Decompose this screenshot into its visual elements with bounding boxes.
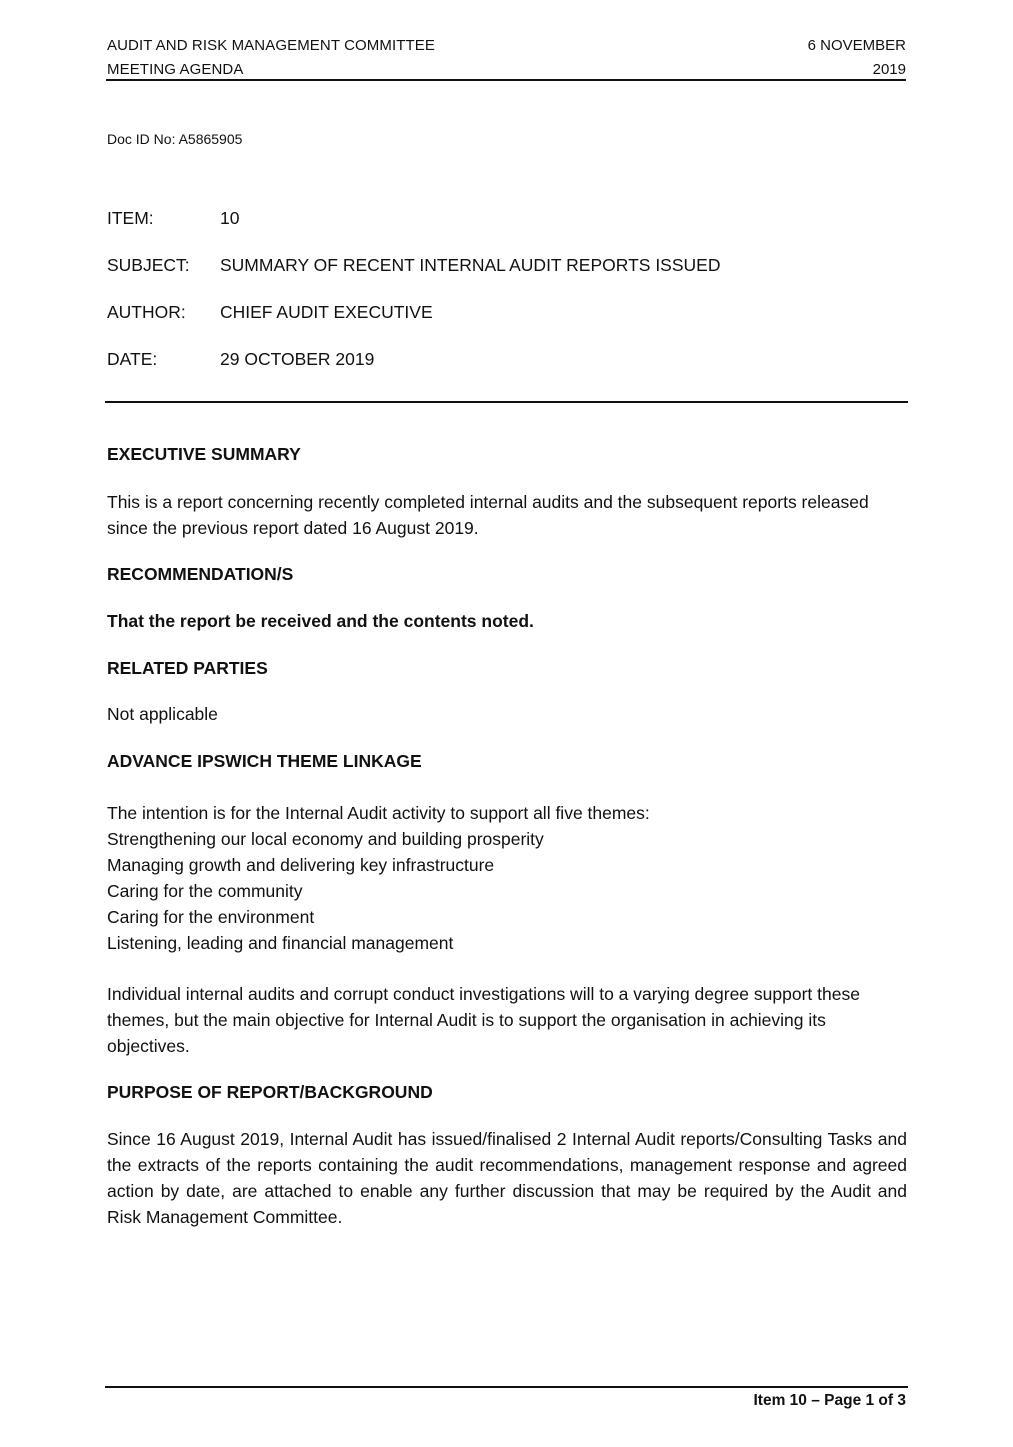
theme-item: Caring for the environment bbox=[107, 907, 315, 927]
theme-linkage-text: Individual internal audits and corrupt conduct investigations will to a varying degree support these themes, but the main objective for Internal Audit is to support the organisation in achieving its objectives. bbox=[107, 984, 860, 1056]
header-date-day-month: 6 NOVEMBER bbox=[807, 37, 906, 54]
purpose-heading: PURPOSE OF REPORT/BACKGROUND bbox=[107, 1082, 433, 1102]
subject-label: SUBJECT: bbox=[107, 255, 190, 275]
header-meeting-agenda: MEETING AGENDA bbox=[107, 61, 244, 78]
header-committee-title: AUDIT AND RISK MANAGEMENT COMMITTEE bbox=[107, 37, 435, 54]
item-value: 10 bbox=[220, 208, 240, 228]
author-label: AUTHOR: bbox=[107, 302, 186, 322]
doc-id: Doc ID No: A5865905 bbox=[107, 131, 243, 147]
meta-row-author bbox=[107, 302, 720, 349]
recommendation-heading: RECOMMENDATION/S bbox=[107, 564, 294, 584]
theme-intro: The intention is for the Internal Audit activity to support all five themes: bbox=[107, 803, 650, 823]
date-label: DATE: bbox=[107, 349, 158, 369]
theme-item: Strengthening our local economy and building prosperity bbox=[107, 829, 544, 849]
meta-row-item bbox=[107, 208, 720, 255]
header-divider bbox=[106, 79, 906, 81]
related-parties-heading: RELATED PARTIES bbox=[107, 658, 268, 678]
footer-divider bbox=[105, 1386, 908, 1388]
header-date bbox=[808, 34, 906, 82]
theme-item: Managing growth and delivering key infrastructure bbox=[107, 855, 495, 875]
executive-summary-heading: EXECUTIVE SUMMARY bbox=[107, 444, 301, 464]
subject-value: SUMMARY OF RECENT INTERNAL AUDIT REPORTS ISSUED bbox=[220, 255, 721, 275]
author-value: CHIEF AUDIT EXECUTIVE bbox=[220, 302, 433, 322]
theme-linkage-heading: ADVANCE IPSWICH THEME LINKAGE bbox=[107, 751, 422, 771]
header-committee bbox=[107, 34, 435, 82]
item-metadata bbox=[107, 208, 720, 396]
date-value: 29 OCTOBER 2019 bbox=[220, 349, 375, 369]
theme-linkage-block bbox=[107, 800, 907, 956]
recommendation-text: That the report be received and the contents noted. bbox=[107, 611, 534, 631]
related-parties-text: Not applicable bbox=[107, 704, 218, 724]
header-date-year: 2019 bbox=[872, 61, 906, 78]
meta-row-subject bbox=[107, 255, 720, 302]
theme-item: Listening, leading and financial management bbox=[107, 933, 454, 953]
meta-row-date bbox=[107, 349, 720, 396]
metadata-divider bbox=[105, 401, 908, 403]
theme-item: Caring for the community bbox=[107, 881, 303, 901]
executive-summary-text: This is a report concerning recently completed internal audits and the subsequent reports released since the previous report dated 16 August 2019. bbox=[107, 492, 869, 538]
item-label: ITEM: bbox=[107, 208, 154, 228]
page-footer: Item 10 – Page 1 of 3 bbox=[753, 1392, 906, 1409]
purpose-text: Since 16 August 2019, Internal Audit has issued/finalised 2 Internal Audit reports/Consulting Tasks and the extracts of the reports containing the audit recommendations, management response and agreed action by date, are attached to enable any further discussion that may be required by the Audit and Risk Management Committee. bbox=[107, 1129, 907, 1227]
